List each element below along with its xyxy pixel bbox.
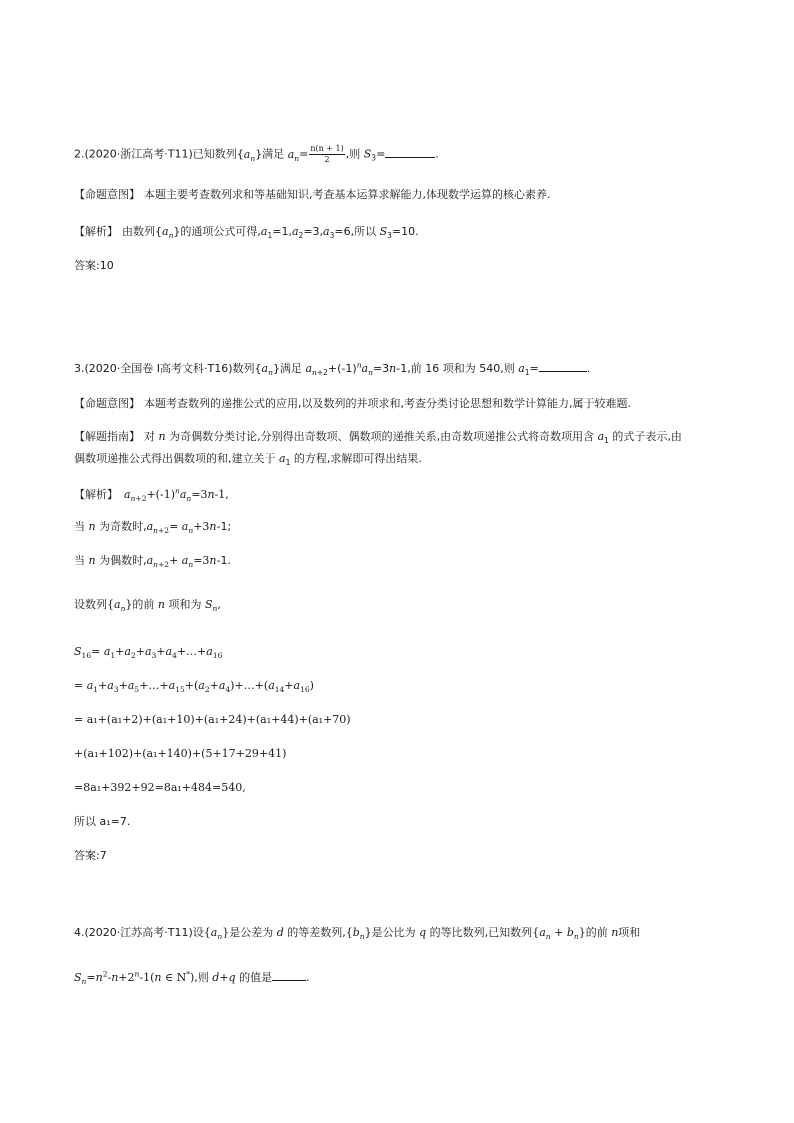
analysis-a2: =3,: [303, 225, 324, 238]
problem-3-guide-line-2: 偶数项递推公式得出偶数项的和,建立关于 $a_1$ 的方程,求解即可得出结果.: [74, 452, 422, 468]
problem-2-statement: 2.(2020·浙江高考·T11)已知数列$\{a_n\}$满足 $a_n=$ $\frac{n(n + 1)}{2}$ ,则 $S_3=$ .: [74, 144, 439, 164]
problem-4-end: .: [306, 971, 310, 984]
guide-text-1b: 为奇偶数分类讨论,分别得出奇数项、偶数项的递推关系,由奇数项递推公式将奇数项用含: [165, 430, 598, 443]
problem-3-cond-rhs: =3: [372, 362, 390, 375]
problem-4-statement-line-1: 4.(2020·江苏高考·T11)设$\{a_n\}$是公差为 d 的等差数列$,\{b_n\}$是公比为 q 的等比数列,已知数列$\{a_n + b_n\}$的前 n项和: [74, 926, 641, 942]
problem-3-cond-end: -1,前 16 项和为 540,则: [396, 362, 519, 375]
problem-2-head: 2.(2020·浙江高考·T11)已知数列{: [74, 147, 244, 161]
even-case-a: 当: [74, 554, 89, 567]
problem-4-line2-end: ,则: [194, 971, 213, 984]
guide-label: 【解题指南】: [74, 430, 140, 443]
answer-blank[interactable]: [385, 147, 435, 158]
problem-4-part-c: 的等差数列,: [283, 926, 346, 939]
odd-case-b: 为奇数时,: [95, 520, 147, 533]
problem-3-calc-1: $S_{16}=$ $a_1+a_2+a_3+a_4+\dots+a_{16}$: [74, 645, 223, 661]
even-case-b: 为偶数时,: [95, 554, 147, 567]
fraction-denominator: 2: [324, 155, 330, 164]
problem-2-analysis: 【解析】 由数列$\{a_n\}$的通项公式可得$,a_1=1,a_2=3,a_3=6$,所以 $S_3=10$.: [74, 225, 419, 241]
problem-3-analysis: 【解析】 $a_{n+2}+(-1)^na_n=3n-1$,: [74, 486, 229, 504]
problem-3-conclusion: 所以 a₁=7.: [74, 815, 131, 828]
answer-blank[interactable]: [539, 361, 587, 372]
problem-4-part-e: 的等比数列,已知数列: [426, 926, 533, 939]
problem-2-end: .: [435, 147, 439, 161]
intent-label: 【命题意图】: [74, 188, 140, 201]
problem-3-head: 3.(2020·全国卷 Ⅰ高考文科·T16)数列{: [74, 362, 262, 375]
fraction: [309, 144, 344, 165]
guide-text-1c: 的式子表示,由: [608, 430, 682, 443]
problem-3-sum-definition: 设数列$\{a_n\}$的前 n 项和为 $S_n$,: [74, 598, 221, 614]
analysis-a3: =6,所以: [334, 225, 380, 238]
guide-text-2a: 偶数项递推公式得出偶数项的和,建立关于: [74, 452, 279, 465]
analysis-label: 【解析】: [74, 488, 118, 501]
problem-3-answer: 答案:7: [74, 849, 107, 862]
fraction-numerator: n(n + 1): [310, 144, 344, 153]
problem-4-part-b: 是公差为: [229, 926, 277, 939]
odd-case-a: 当: [74, 520, 89, 533]
problem-3-calc-2: = $a_1+a_3+a_5+\dots+a_{15}+(a_2+a_4)+\dots+(a_{14}+a_{16})$: [74, 679, 314, 695]
problem-3-head-close: }满足: [272, 362, 306, 375]
even-case-c: -1.: [216, 554, 231, 567]
problem-3-odd-case: 当 n 为奇数时$,a_{n+2}= a_n+3n-1$;: [74, 520, 232, 536]
problem-2-after: ,则: [345, 147, 364, 161]
problem-2-head-close: }满足: [255, 147, 288, 161]
analysis-text-b: }的通项公式可得,: [173, 225, 261, 238]
a1-equals: =: [529, 362, 539, 375]
problem-4-part-g: 项和: [618, 926, 641, 939]
intent-text: 本题考查数列的递推公式的应用,以及数列的并项求和,考查分类讨论思想和数学计算能力,属于较难题.: [144, 397, 631, 410]
odd-case-c: -1;: [216, 520, 232, 533]
problem-4-statement-line-2: $S_n=n^2-n+2^n-1(n$ ∈ N*),则 d+q 的值是 .: [74, 969, 310, 987]
answer-blank[interactable]: [272, 970, 306, 981]
analysis-text-a: 由数列{: [122, 225, 162, 238]
guide-text-2b: 的方程,求解即可得出结果.: [290, 452, 422, 465]
sum-def-b: 的前: [132, 598, 158, 611]
problem-4-part-d: 是公比为: [371, 926, 420, 939]
analysis-s3: =10.: [391, 225, 419, 238]
intent-text: 本题主要考查数列求和等基础知识,考查基本运算求解能力,体现数学运算的核心素养.: [144, 188, 551, 201]
problem-4-head: 4.(2020·江苏高考·T11)设: [74, 926, 204, 939]
s3-equals: =: [376, 147, 386, 161]
intent-label: 【命题意图】: [74, 397, 140, 410]
problem-3-guide-line-1: 【解题指南】 对 n 为奇偶数分类讨论,分别得出奇数项、偶数项的递推关系,由奇数项递推公式将奇数项用含 $a_1$ 的式子表示,由: [74, 430, 682, 446]
guide-text-1a: 对: [144, 430, 159, 443]
analysis-a1: =1,: [272, 225, 292, 238]
problem-3-statement: 3.(2020·全国卷 Ⅰ高考文科·T16)数列$\{a_n\}$满足 $a_{n+2}+(-1)^na_n=3n-1$,前 16 项和为 540,则 $a_1=$ .: [74, 360, 591, 378]
problem-3-even-case: 当 n 为偶数时$,a_{n+2}+ a_n=3n-1$.: [74, 554, 231, 570]
problem-2-intent: [74, 187, 551, 203]
sum-def-c: 项和为: [165, 598, 205, 611]
problem-3-intent: [74, 396, 631, 412]
problem-2-answer: 答案:10: [74, 259, 114, 272]
problem-3-end: .: [586, 362, 591, 375]
sum-def-a: 设数列: [74, 598, 107, 611]
problem-3-calc-4: +(a₁+102)+(a₁+140)+(5+17+29+41): [74, 747, 287, 760]
problem-3-calc-3: = a₁+(a₁+2)+(a₁+10)+(a₁+24)+(a₁+44)+(a₁+70): [74, 713, 351, 726]
problem-3-calc-5: =8a₁+392+92=8a₁+484=540,: [74, 781, 246, 794]
problem-3-cond: +(-1): [327, 362, 357, 375]
analysis-label: 【解析】: [74, 225, 118, 238]
problem-4-part-f: 的前: [585, 926, 612, 939]
problem-4-line2-tail: 的值是: [235, 971, 273, 984]
